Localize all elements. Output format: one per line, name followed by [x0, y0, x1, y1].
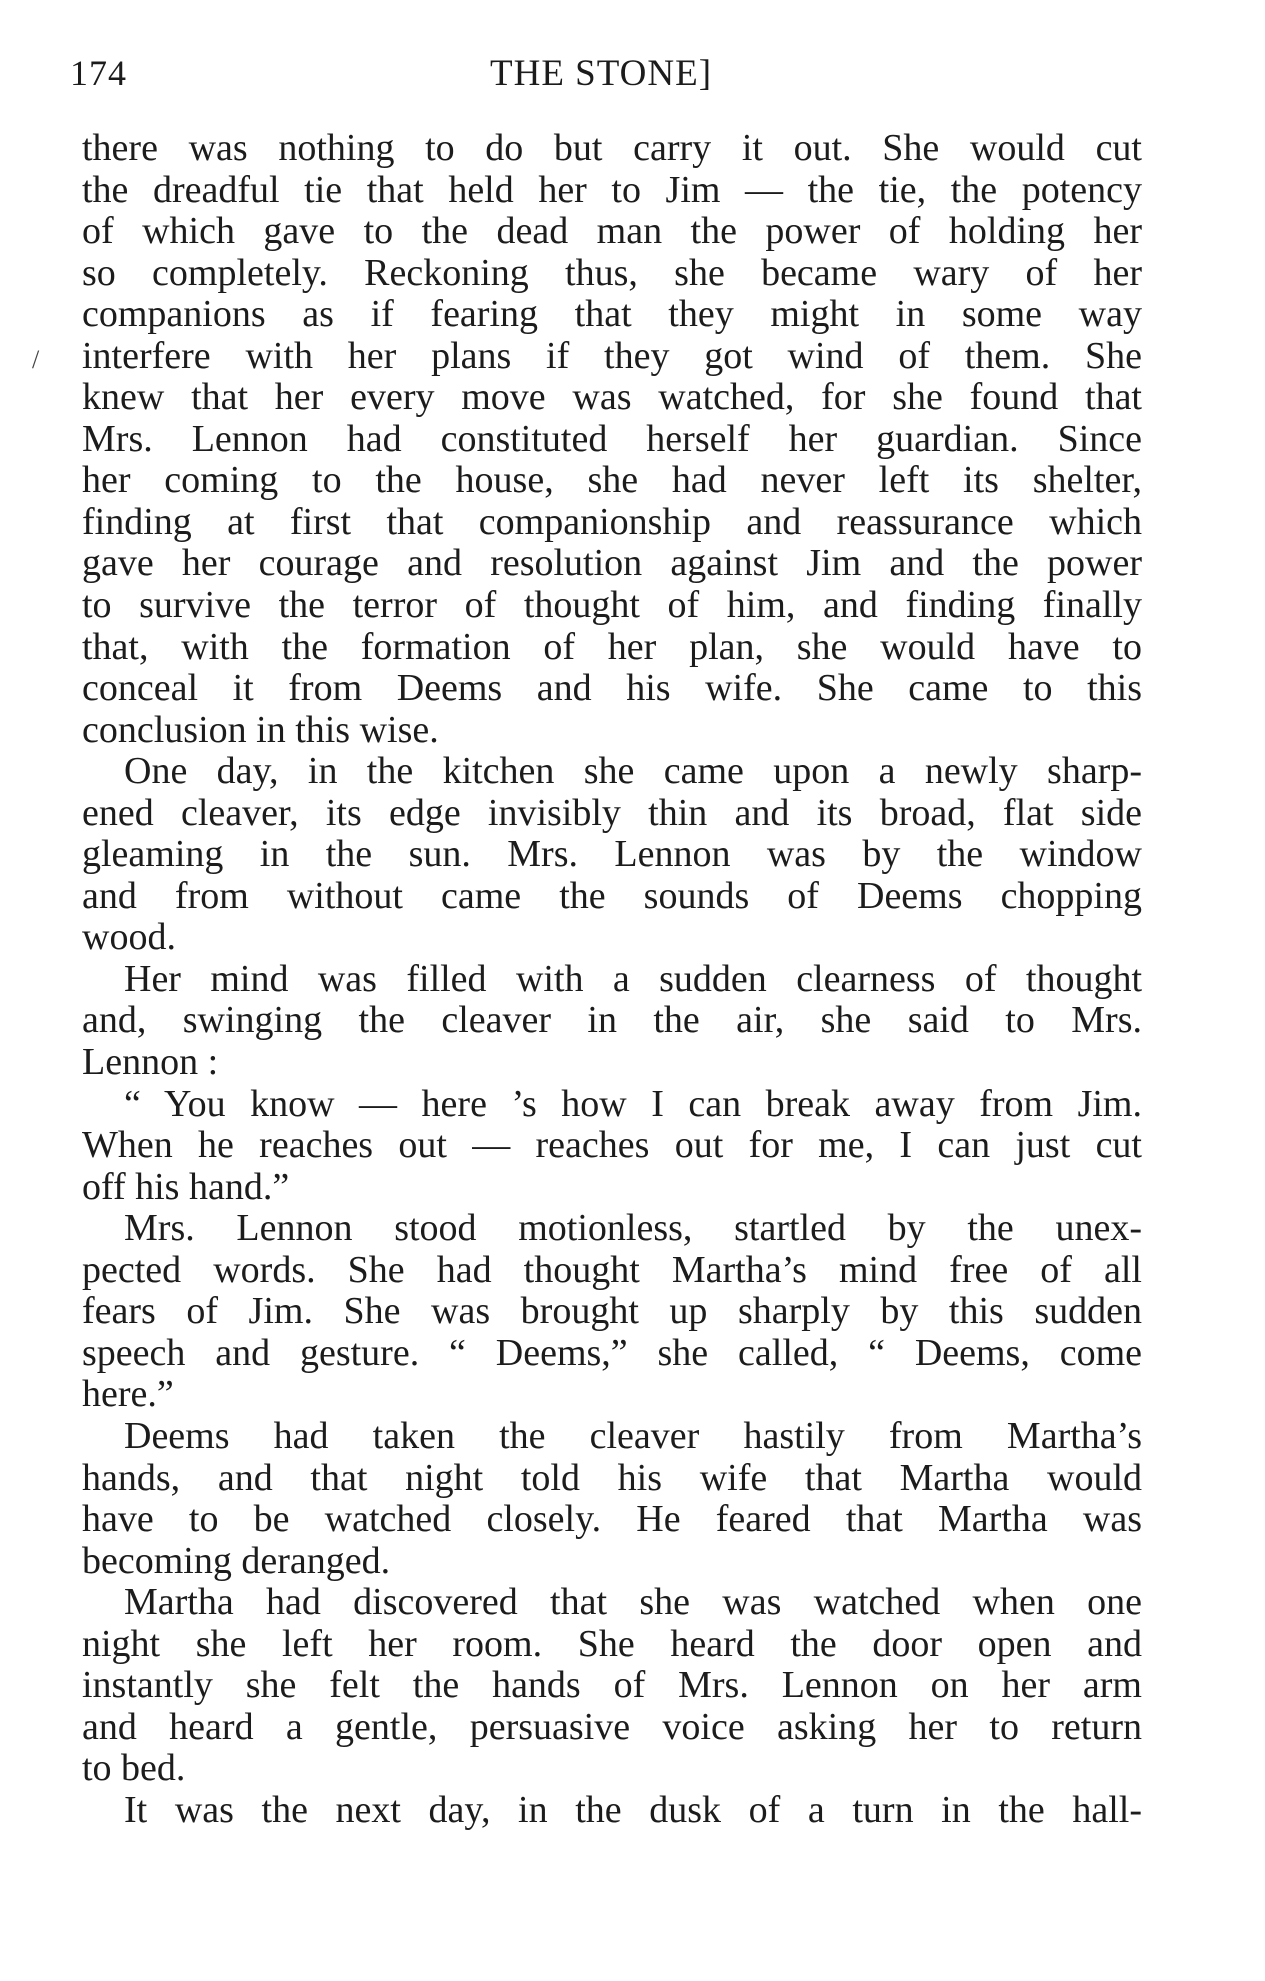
text-line: and from without came the sounds of Deems chopping: [82, 874, 1142, 917]
page-number: 174: [70, 53, 127, 93]
text-line: When he reaches out — reaches out for me, I can just cut: [82, 1124, 1142, 1167]
text-line: so completely. Reckoning thus, she became wary of her: [82, 251, 1142, 294]
text-line: night she left her room. She heard the door open and: [82, 1622, 1142, 1665]
text-line: conceal it from Deems and his wife. She came to this: [82, 667, 1142, 710]
running-title: THE STONE]: [490, 53, 713, 94]
text-line: Mrs. Lennon stood motionless, startled by the unex-: [124, 1207, 1142, 1250]
text-line: gleaming in the sun. Mrs. Lennon was by the window: [82, 833, 1142, 876]
text-line: becoming deranged.: [82, 1539, 391, 1582]
text-line: finding at first that companionship and reassurance which: [82, 500, 1142, 543]
text-line: her coming to the house, she had never left its shelter,: [82, 459, 1142, 502]
text-line: companions as if fearing that they might in some way: [82, 293, 1142, 336]
text-line: ened cleaver, its edge invisibly thin and its broad, flat side: [82, 791, 1142, 834]
text-line: that, with the formation of her plan, she would have to: [82, 625, 1142, 668]
body-text: [82, 128, 1142, 1831]
text-line: It was the next day, in the dusk of a turn in the hall-: [124, 1788, 1142, 1831]
text-line: One day, in the kitchen she came upon a newly sharp-: [124, 750, 1142, 793]
text-line: Martha had discovered that she was watched when one: [124, 1581, 1142, 1624]
text-line: Deems had taken the cleaver hastily from Martha’s: [124, 1414, 1142, 1457]
text-line: Mrs. Lennon had constituted herself her guardian. Since: [82, 417, 1142, 460]
text-line: conclusion in this wise.: [82, 708, 439, 751]
text-line: of which gave to the dead man the power of holding her: [82, 210, 1142, 253]
text-line: off his hand.”: [82, 1165, 290, 1208]
text-line: there was nothing to do but carry it out. She would cut: [82, 127, 1142, 169]
text-line: knew that her every move was watched, for she found that: [82, 376, 1142, 419]
text-line: to bed.: [82, 1747, 186, 1790]
text-line: interfere with her plans if they got wind of them. She: [82, 334, 1142, 377]
text-line: speech and gesture. “ Deems,” she called, “ Deems, come: [82, 1331, 1142, 1374]
text-line: and, swinging the cleaver in the air, she said to Mrs.: [82, 999, 1142, 1042]
text-line: hands, and that night told his wife that Martha would: [82, 1456, 1142, 1499]
text-line: have to be watched closely. He feared that Martha was: [82, 1498, 1142, 1541]
text-line: “ You know — here ’s how I can break away from Jim.: [124, 1082, 1142, 1125]
page-header: [70, 52, 1140, 102]
text-line: pected words. She had thought Martha’s mind free of all: [82, 1248, 1142, 1291]
margin-pencil-mark: /: [32, 345, 40, 374]
text-line: wood.: [82, 916, 176, 959]
text-line: the dreadful tie that held her to Jim — the tie, the potency: [82, 168, 1142, 211]
text-line: Lennon :: [82, 1041, 219, 1084]
text-line: and heard a gentle, persuasive voice asking her to return: [82, 1705, 1142, 1748]
text-line: instantly she felt the hands of Mrs. Lennon on her arm: [82, 1664, 1142, 1707]
text-line: here.”: [82, 1373, 174, 1416]
text-line: Her mind was filled with a sudden clearness of thought: [124, 957, 1142, 1000]
text-line: to survive the terror of thought of him, and finding finally: [82, 584, 1142, 627]
text-line: gave her courage and resolution against Jim and the power: [82, 542, 1142, 585]
text-line: fears of Jim. She was brought up sharply by this sudden: [82, 1290, 1142, 1333]
